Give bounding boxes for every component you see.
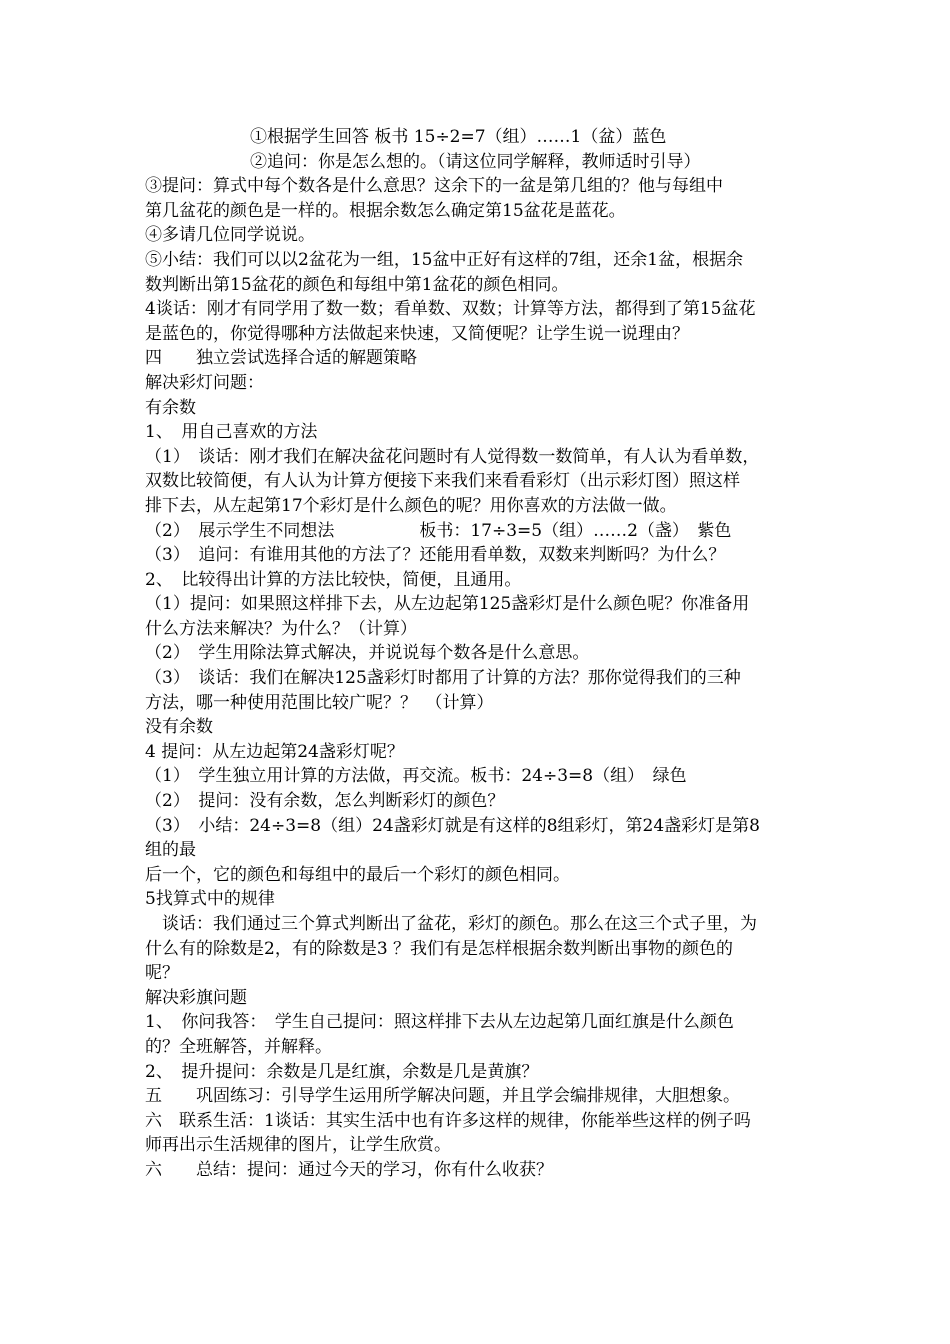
text-line: 组的最: [145, 840, 196, 861]
text-line: 1、 用自己喜欢的方法: [145, 422, 318, 443]
text-line: ②追问：你是怎么想的。（请这位同学解释，教师适时引导）: [250, 151, 701, 172]
text-line: 呢？: [145, 963, 179, 984]
text-line: ⑤小结：我们可以以2盆花为一组，15盆中正好有这样的7组，还余1盆，根据余: [145, 249, 744, 270]
text-line: 数判断出第15盆花的颜色和每组中第1盆花的颜色相同。: [145, 274, 569, 295]
text-line: 的？全班解答，并解释。: [145, 1036, 332, 1057]
text-line: 后一个，它的颜色和每组中的最后一个彩灯的颜色相同。: [145, 864, 570, 885]
text-line: 方法，哪一种使用范围比较广呢？？ （计算）: [145, 692, 494, 713]
text-line: 4谈话：刚才有同学用了数一数；看单数、双数；计算等方法，都得到了第15盆花: [145, 299, 756, 320]
text-line: 第几盆花的颜色是一样的。根据余数怎么确定第15盆花是蓝花。: [145, 200, 626, 221]
text-line: （3） 小结：24÷3=8（组）24盏彩灯就是有这样的8组彩灯，第24盏彩灯是第8: [145, 815, 760, 836]
text-line: ①根据学生回答 板书 15÷2=7（组）……1（盆）蓝色: [250, 127, 667, 147]
text-line: 4 提问：从左边起第24盏彩灯呢？: [145, 741, 404, 762]
text-line: ③提问：算式中每个数各是什么意思？这余下的一盆是第几组的？他与每组中: [145, 176, 723, 197]
section-heading: 六 总结：提问：通过今天的学习，你有什么收获？: [145, 1159, 553, 1180]
text-line: （2） 提问：没有余数，怎么判断彩灯的颜色？: [145, 791, 505, 812]
text-line: 什么方法来解决？为什么？（计算）: [145, 618, 417, 639]
text-line: 2、 提升提问：余数是几是红旗，余数是几是黄旗？: [145, 1061, 539, 1082]
text-line: 1、 你问我答： 学生自己提问：照这样排下去从左边起第几面红旗是什么颜色: [145, 1012, 734, 1033]
text-line: 有余数: [145, 397, 196, 418]
text-line: 师再出示生活规律的图片，让学生欣赏。: [145, 1135, 451, 1156]
text-line: ④多请几位同学说说。: [145, 225, 315, 246]
text-line: 解决彩旗问题: [145, 987, 247, 1008]
text-line: 谈话：我们通过三个算式判断出了盆花，彩灯的颜色。那么在这三个式子里，为: [162, 914, 757, 934]
section-heading: 六 联系生活：1谈话：其实生活中也有许多这样的规律，你能举些这样的例子吗: [145, 1110, 751, 1131]
text-line: （1）提问：如果照这样排下去，从左边起第125盏彩灯是什么颜色呢？你准备用: [145, 594, 750, 615]
text-line: 排下去，从左起第17个彩灯是什么颜色的呢？用你喜欢的方法做一做。: [145, 495, 677, 516]
text-line: 5找算式中的规律: [145, 889, 275, 910]
document-body: [145, 125, 813, 1183]
text-line: 2、 比较得出计算的方法比较快，简便，且通用。: [145, 569, 522, 590]
text-line: 是蓝色的，你觉得哪种方法做起来快速，又简便呢？让学生说一说理由？: [145, 323, 689, 344]
text-line: （2） 学生用除法算式解决，并说说每个数各是什么意思。: [145, 643, 590, 664]
text-line: （1） 学生独立用计算的方法做，再交流。板书：24÷3=8（组） 绿色: [145, 766, 687, 787]
section-heading: 四 独立尝试选择合适的解题策略: [145, 348, 417, 369]
text-line: （3） 追问：有谁用其他的方法了？还能用看单数，双数来判断吗？为什么？: [145, 545, 726, 566]
text-line: 双数比较简便，有人认为计算方便接下来我们来看看彩灯（出示彩灯图）照这样: [145, 471, 740, 492]
text-line: 解决彩灯问题：: [145, 372, 264, 393]
text-line: （1） 谈话：刚才我们在解决盆花问题时有人觉得数一数简单，有人认为看单数，: [145, 446, 760, 467]
section-heading: 五 巩固练习：引导学生运用所学解决问题，并且学会编排规律，大胆想象。: [145, 1086, 740, 1107]
text-line: 没有余数: [145, 717, 213, 738]
text-line: （2） 展示学生不同想法 板书：17÷3=5（组）……2（盏） 紫色: [145, 520, 732, 541]
text-line: （3） 谈话：我们在解决125盏彩灯时都用了计算的方法？那你觉得我们的三种: [145, 668, 741, 689]
text-line: 什么有的除数是2，有的除数是3 ？我们有是怎样根据余数判断出事物的颜色的: [145, 938, 734, 959]
